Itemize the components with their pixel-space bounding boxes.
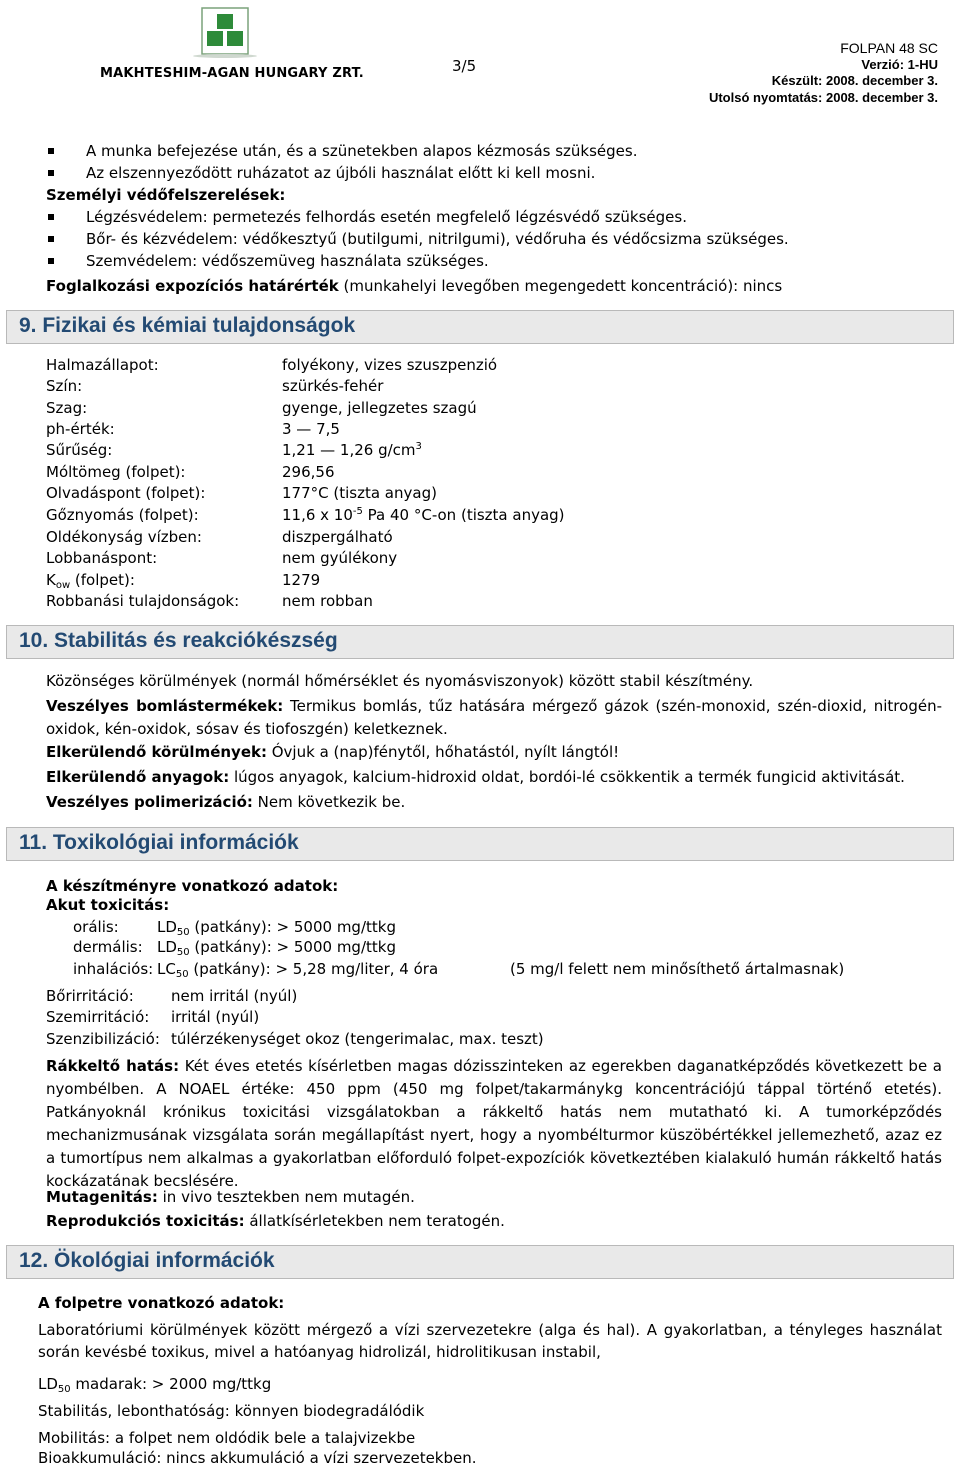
section-11-title: 11. Toxikológiai információk — [19, 831, 299, 854]
property-label: Robbanási tulajdonságok: — [46, 592, 240, 610]
conditions-text: Óvjuk a (nap)fénytől, hőhatástól, nyílt lángtól! — [266, 743, 620, 761]
exposure-limit-label: Foglalkozási expozíciós határérték — [46, 277, 339, 295]
company-logo-icon — [190, 6, 260, 58]
property-label: Oldékonyság vízben: — [46, 528, 202, 546]
property-label: Sűrűség: — [46, 441, 113, 459]
exposure-route: inhalációs: — [73, 960, 154, 978]
exposure-route: orális: — [73, 918, 119, 936]
property-value: folyékony, vizes szuszpenzió — [282, 356, 498, 374]
conditions-label: Elkerülendő körülmények: — [46, 743, 267, 761]
property-label: Olvadáspont (folpet): — [46, 484, 206, 502]
vapor-pressure-exponent: -5 — [352, 506, 363, 517]
ld-subscript: 50 — [57, 1384, 71, 1395]
list-item: A munka befejezése után, és a szünetekben alapos kézmosás szükséges. — [86, 142, 638, 160]
irritation-label: Bőrirritáció: — [46, 987, 134, 1005]
property-label: Halmazállapot: — [46, 356, 159, 374]
exposure-limit — [46, 277, 782, 295]
bullet-icon — [48, 214, 54, 220]
property-value: diszpergálható — [282, 528, 393, 546]
property-value: 1279 — [282, 571, 321, 589]
ppe-heading: Személyi védőfelszerelések: — [46, 186, 286, 204]
property-label: Lobbanáspont: — [46, 549, 158, 567]
list-item: Bőr- és kézvédelem: védőkesztyű (butilgumi, nitrilgumi), védőruha és védőcsizma szükséges. — [86, 230, 789, 248]
page-number: 3/5 — [452, 57, 477, 75]
toxicity-value — [157, 918, 396, 938]
property-value — [282, 441, 422, 459]
last-print-date: Utolsó nyomtatás: 2008. december 3. — [708, 89, 938, 105]
bird-toxicity-text: madarak: > 2000 mg/ttkg — [70, 1375, 272, 1393]
list-item: Az elszennyeződött ruházatot az újbóli használat előtt ki kell mosni. — [86, 164, 596, 182]
exposure-route: dermális: — [73, 938, 143, 956]
bullet-icon — [48, 258, 54, 264]
section-10-title: 10. Stabilitás és reakciókészség — [19, 629, 338, 652]
kow-subscript: ow — [55, 580, 71, 591]
bioaccumulation: Bioakkumuláció: nincs akkumuláció a vízi szervezetekben. — [38, 1449, 477, 1467]
decomposition-products — [46, 695, 942, 741]
property-label — [46, 571, 135, 591]
property-value: 177°C (tiszta anyag) — [282, 484, 437, 502]
reproductive-toxicity — [46, 1212, 505, 1230]
acute-toxicity-heading: Akut toxicitás: — [46, 896, 170, 914]
list-item: Légzésvédelem: permetezés felhordás esetén megfelelő légzésvédő szükséges. — [86, 208, 687, 226]
list-item: Szemvédelem: védőszemüveg használata szükséges. — [86, 252, 489, 270]
exposure-limit-text: (munkahelyi levegőben megengedett koncentráció): nincs — [338, 277, 783, 295]
degradability: Stabilitás, lebonthatóság: könnyen biodegradálódik — [38, 1402, 425, 1420]
mutagenicity-text: in vivo tesztekben nem mutagén. — [157, 1188, 415, 1206]
irritation-value: túlérzékenységet okoz (tengerimalac, max. teszt) — [171, 1030, 544, 1048]
vapor-pressure-value: 11,6 x 10 — [282, 506, 353, 524]
lc-symbol: LC — [157, 960, 176, 978]
toxicity-value — [157, 938, 396, 958]
mutagenicity-label: Mutagenitás: — [46, 1188, 158, 1206]
decomposition-text: Termikus bomlás, tűz hatására mérgező gázok (szén-monoxid, szén-dioxid, nitrogén-oxidok, kén-oxidok, sósav és tiofoszgén) keletkeznek. — [46, 697, 942, 738]
density-value: 1,21 — 1,26 g/cm — [282, 441, 416, 459]
ld-symbol: LD — [157, 938, 177, 956]
kow-label-rest: (folpet): — [70, 571, 135, 589]
materials-text: lúgos anyagok, kalcium-hidroxid oldat, bordói-lé csökkentik a termék fungicid aktivitását. — [229, 768, 905, 786]
property-label: Móltömeg (folpet): — [46, 463, 186, 481]
property-value: szürkés-fehér — [282, 377, 384, 395]
created-date: Készült: 2008. december 3. — [771, 73, 938, 88]
bird-toxicity — [38, 1375, 271, 1395]
section-10-header — [6, 625, 954, 659]
folpet-data-heading: A folpetre vonatkozó adatok: — [38, 1294, 285, 1312]
company-name: MAKHTESHIM-AGAN HUNGARY ZRT. — [100, 66, 364, 81]
irritation-value: nem irritál (nyúl) — [171, 987, 298, 1005]
section-12-title: 12. Ökológiai információk — [19, 1249, 275, 1272]
carcinogenicity — [46, 1055, 942, 1193]
product-name: FOLPAN 48 SC — [840, 40, 938, 56]
property-value: nem robban — [282, 592, 373, 610]
property-value: 3 — 7,5 — [282, 420, 340, 438]
preparation-data-heading: A készítményre vonatkozó adatok: — [46, 877, 339, 895]
carcinogenicity-label: Rákkeltő hatás: — [46, 1057, 180, 1075]
property-label: Szín: — [46, 377, 83, 395]
toxicity-text: (patkány): > 5000 mg/ttkg — [189, 918, 396, 936]
property-value: gyenge, jellegzetes szagú — [282, 399, 477, 417]
version: Verzió: 1-HU — [861, 56, 938, 72]
polymerization-label: Veszélyes polimerizáció: — [46, 793, 253, 811]
density-exponent: 3 — [415, 441, 422, 452]
toxicity-text: (patkány): > 5,28 mg/liter, 4 óra — [188, 960, 439, 978]
stability-text: Közönséges körülmények (normál hőmérséklet és nyomásviszonyok) között stabil készítmény. — [46, 672, 754, 690]
polymerization — [46, 793, 405, 811]
ld-symbol: LD — [38, 1375, 58, 1393]
section-11-header — [6, 827, 954, 861]
bullet-icon — [48, 236, 54, 242]
property-label: ph-érték: — [46, 420, 115, 438]
section-12-header — [6, 1245, 954, 1279]
ld-symbol: LD — [157, 918, 177, 936]
toxicity-value — [157, 960, 438, 980]
property-label: Gőznyomás (folpet): — [46, 506, 199, 524]
kow-symbol: K — [46, 571, 56, 589]
materials-label: Elkerülendő anyagok: — [46, 768, 230, 786]
property-value: 296,56 — [282, 463, 335, 481]
property-value — [282, 506, 565, 524]
document-meta — [709, 40, 938, 106]
ld-subscript: 50 — [176, 927, 190, 938]
decomposition-label: Veszélyes bomlástermékek: — [46, 697, 284, 715]
ecotoxicity-text: Laboratóriumi körülmények között mérgező a vízi szervezetekre (alga és hal). A gyakorlatban, a tényleges használat során kevésbé toxikus, mivel a hatóanyag hidrolizál, hidrolitikusan instabil, — [38, 1321, 942, 1361]
section-9-header — [6, 310, 954, 344]
carcinogenicity-text: Két éves etetés kísérletben magas dózisszinteken az egerekben daganatképződés következett be a nyombélben. A NOAEL értéke: 450 ppm (450 mg folpet/takarmánykg koncentrációjú táppal történő etetés). Patkányoknál krónikus toxicitási vizsgálatokban a rákkeltő hatás nem mutatható ki. A tumorképződés mechanizmusának vizsgálata során megállapítást nyert, hogy a nyombélturmor küszöbértékkel jellemezhető, azaz ez a tumortípus nem alkalmas a gyakorlatban előforduló folpet-expozíciók következtében kialakuló humán rákkeltő hatás kockázatának becslésére. — [46, 1057, 942, 1190]
toxicity-text: (patkány): > 5000 mg/ttkg — [189, 938, 396, 956]
bullet-icon — [48, 170, 54, 176]
vapor-pressure-unit: Pa 40 °C-on (tiszta anyag) — [362, 506, 565, 524]
irritation-label: Szemirritáció: — [46, 1008, 150, 1026]
mutagenicity — [46, 1188, 415, 1206]
ld-subscript: 50 — [176, 947, 190, 958]
section-9-title: 9. Fizikai és kémiai tulajdonságok — [19, 314, 356, 337]
reproductive-text: állatkísérletekben nem teratogén. — [244, 1212, 505, 1230]
lc-subscript: 50 — [175, 969, 189, 980]
property-value: nem gyúlékony — [282, 549, 398, 567]
mobility: Mobilitás: a folpet nem oldódik bele a talajvizekbe — [38, 1429, 416, 1447]
irritation-value: irritál (nyúl) — [171, 1008, 260, 1026]
materials-to-avoid — [46, 768, 905, 786]
reproductive-label: Reprodukciós toxicitás: — [46, 1212, 245, 1230]
bullet-icon — [48, 148, 54, 154]
property-label: Szag: — [46, 399, 88, 417]
conditions-to-avoid — [46, 743, 619, 761]
toxicity-note: (5 mg/l felett nem minősíthető ártalmasnak) — [510, 960, 845, 978]
polymerization-text: Nem következik be. — [252, 793, 406, 811]
irritation-label: Szenzibilizáció: — [46, 1030, 160, 1048]
